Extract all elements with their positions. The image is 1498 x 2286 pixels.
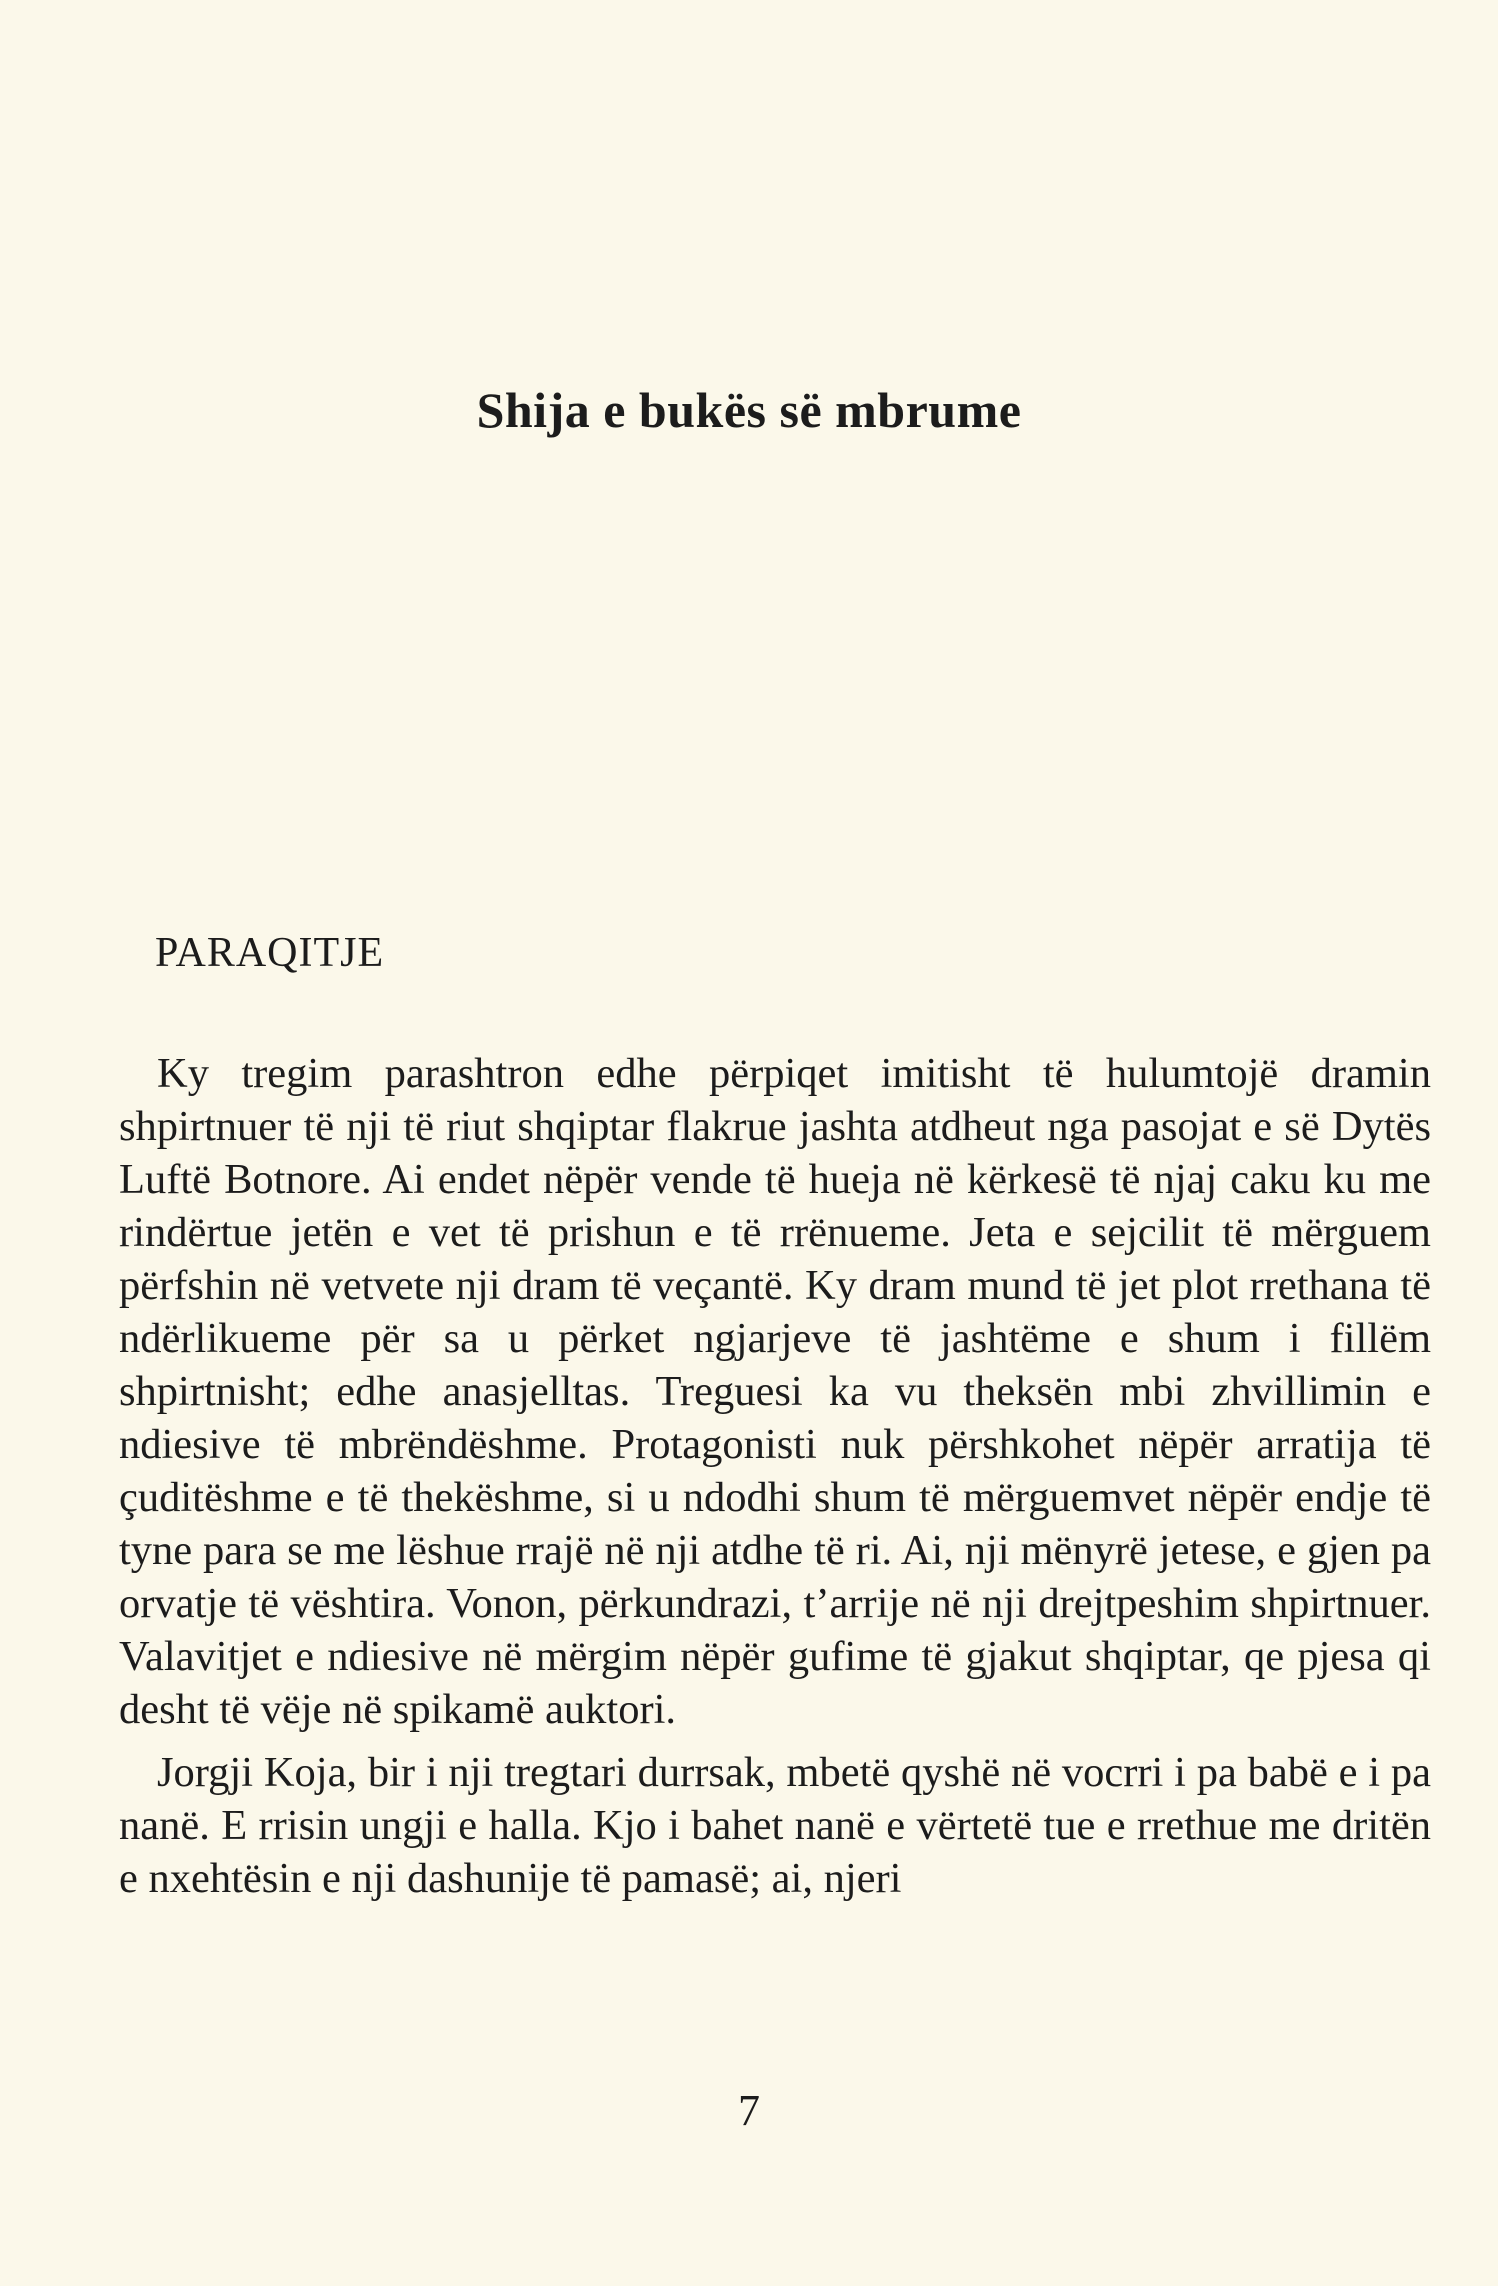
paragraph: Ky tregim parashtron edhe përpiqet imitisht të hulumtojë dramin shpirtnuer të nji të riut shqiptar flakrue jashta atdheut nga pasojat e së Dytës Luftë Botnore. Ai endet nëpër vende të hueja në kërkesë të njaj caku ku me rindërtue jetën e vet të prishun e të rrënueme. Jeta e sejcilit të mërguem përfshin në vetvete nji dram të veçantë. Ky dram mund të jet plot rrethana të ndërlikueme për sa u përket ngjarjeve të jashtëme e shum i fillëm shpirtnisht; edhe anasjelltas. Treguesi ka vu theksën mbi zhvillimin e ndiesive të mbrëndëshme. Protagonisti nuk përshkohet nëpër arratija të çuditëshme e të thekëshme, si u ndodhi shum të mërguemvet nëpër endje të tyne para se me lëshue rrajë në nji atdhe të ri. Ai, nji mënyrë jetese, e gjen pa orvatje të vështira. Vonon, përkundrazi, t’arrije në nji drejtpeshim shpirtnuer. Valavitjet e ndiesive në mërgim nëpër gufime të gjakut shqiptar, qe pjesa qi desht të vëje në spikamë auktori. — [119, 1050, 1431, 1733]
section-heading: PARAQITJE — [155, 930, 385, 976]
page-number: 7 — [738, 2086, 760, 2135]
body-text — [119, 1047, 1431, 1905]
paragraph: Jorgji Koja, bir i nji tregtari durrsak, mbetë qyshë në vocrri i pa babë e i pa nanë. E rrisin ungji e halla. Kjo i bahet nanë e vërtetë tue e rrethue me dritën e nxehtësin e nji dashunije të pamasë; ai, njeri — [119, 1749, 1431, 1902]
chapter-title: Shija e bukës së mbrume — [476, 382, 1022, 438]
